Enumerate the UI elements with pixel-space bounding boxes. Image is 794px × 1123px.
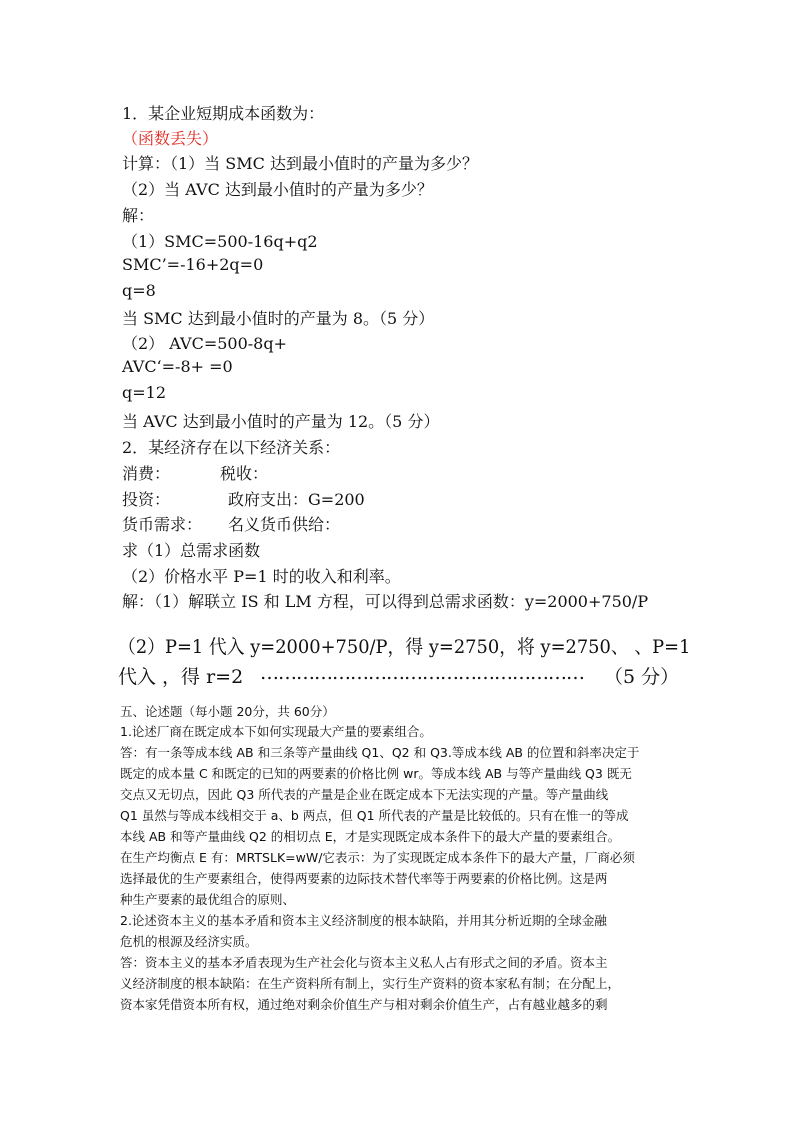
q1-step-2: SMC’=-16+2q=0 (122, 255, 264, 274)
section5-q1-title: 1.论述厂商在既定成本下如何实现最大产量的要素组合。 (120, 724, 432, 739)
q1-step-1: （1）SMC=500-16q+q2 (122, 232, 318, 251)
q2-ask-2: （2）价格水平 P=1 时的收入和利率。 (122, 567, 401, 586)
q2-government-label: 政府支出：G=200 (228, 490, 365, 509)
section5-a1-line: 既定的成本量 C 和既定的已知的两要素的价格比例 wr。等成本线 AB 与等产量曲线 Q3 既无 (120, 766, 632, 781)
section5-a1-line: 种生产要素的最优组合的原则、 (120, 892, 296, 907)
q1-step-6: AVC‘=-8+ =0 (122, 357, 233, 376)
q1-title: 1．某企业短期成本函数为： (122, 104, 325, 123)
q2-investment-label: 投资： (122, 490, 171, 509)
q1-step-3: q=8 (122, 281, 156, 300)
q2-money-supply-label: 名义货币供给： (228, 515, 341, 534)
q1-ask-2: （2）当 AVC 达到最小值时的产量为多少？ (122, 180, 433, 199)
q2-solution-2-score: （5 分） (604, 666, 680, 688)
section5-q2-title-line: 2.论述资本主义的基本矛盾和资本主义经济制度的根本缺陷，并用其分析近期的全球金融 (120, 913, 607, 928)
section5-a2-line: 资本家凭借资本所有权，通过绝对剩余价值生产与相对剩余价值生产，占有越业越多的剩 (120, 997, 608, 1012)
section5-a1-line: 交点又无切点，因此 Q3 所代表的产量是企业在既定成本下无法实现的产量。等产量曲线 (120, 787, 609, 802)
q2-solution-2-line-2: 代入 ，得 r=2 (118, 666, 244, 688)
q2-money-demand-label: 货币需求： (122, 515, 203, 534)
section5-a1-line: Q1 虽然与等成本线相交于 a、b 两点，但 Q1 所代表的产量是比较低的。只有在惟一的等成 (120, 808, 629, 823)
q1-solution-label: 解： (122, 206, 155, 225)
section5-a1-line: 本线 AB 和等产量曲线 Q2 的相切点 E，才是实现既定成本条件下的最大产量的要素组合。 (120, 829, 621, 844)
q2-solution-2-line-1: （2）P=1 代入 y=2000+750/P，得 y=2750，将 y=2750、 、P=1 (118, 636, 691, 658)
section5-q2-title-line: 危机的根源及经济实质。 (120, 934, 258, 949)
q2-tax-label: 税收： (220, 464, 269, 483)
q2-title: 2．某经济存在以下经济关系： (122, 438, 341, 457)
q1-missing-function-note: （函数丢失） (122, 129, 219, 148)
section5-a1-line: 答：有一条等成本线 AB 和三条等产量曲线 Q1、Q2 和 Q3.等成本线 AB 的位置和斜率决定于 (120, 745, 640, 760)
section5-a1-line: 在生产均衡点 E 有：MRTSLK=wW/它表示：为了实现既定成本条件下的最大产量，厂商必须 (120, 850, 635, 865)
section5-a1-line: 选择最优的生产要素组合，使得两要素的边际技术替代率等于两要素的价格比例。这是两 (120, 871, 608, 886)
q2-solution-1: 解：（1）解联立 IS 和 LM 方程，可以得到总需求函数：y=2000+750/P (122, 592, 649, 611)
q1-step-8: 当 AVC 达到最小值时的产量为 12。（5 分） (122, 412, 440, 431)
q1-ask-1: 计算：（1）当 SMC 达到最小值时的产量为多少？ (122, 154, 478, 173)
q1-step-7: q=12 (122, 383, 167, 402)
q2-consumption-label: 消费： (122, 464, 171, 483)
q2-solution-2-leader-dots: ……………………………………………… (260, 662, 584, 684)
section5-a2-line: 义经济制度的根本缺陷：在生产资料所有制上，实行生产资料的资本家私有制；在分配上， (120, 976, 621, 991)
section5-heading: 五、论述题（每小题 20分，共 60分） (120, 704, 335, 719)
q2-ask-1: 求（1）总需求函数 (122, 541, 261, 560)
q1-step-5: （2） AVC=500-8q+ (122, 334, 288, 353)
section5-a2-line: 答：资本主义的基本矛盾表现为生产社会化与资本主义私人占有形式之间的矛盾。资本主 (120, 955, 608, 970)
q1-step-4: 当 SMC 达到最小值时的产量为 8。（5 分） (122, 309, 435, 328)
